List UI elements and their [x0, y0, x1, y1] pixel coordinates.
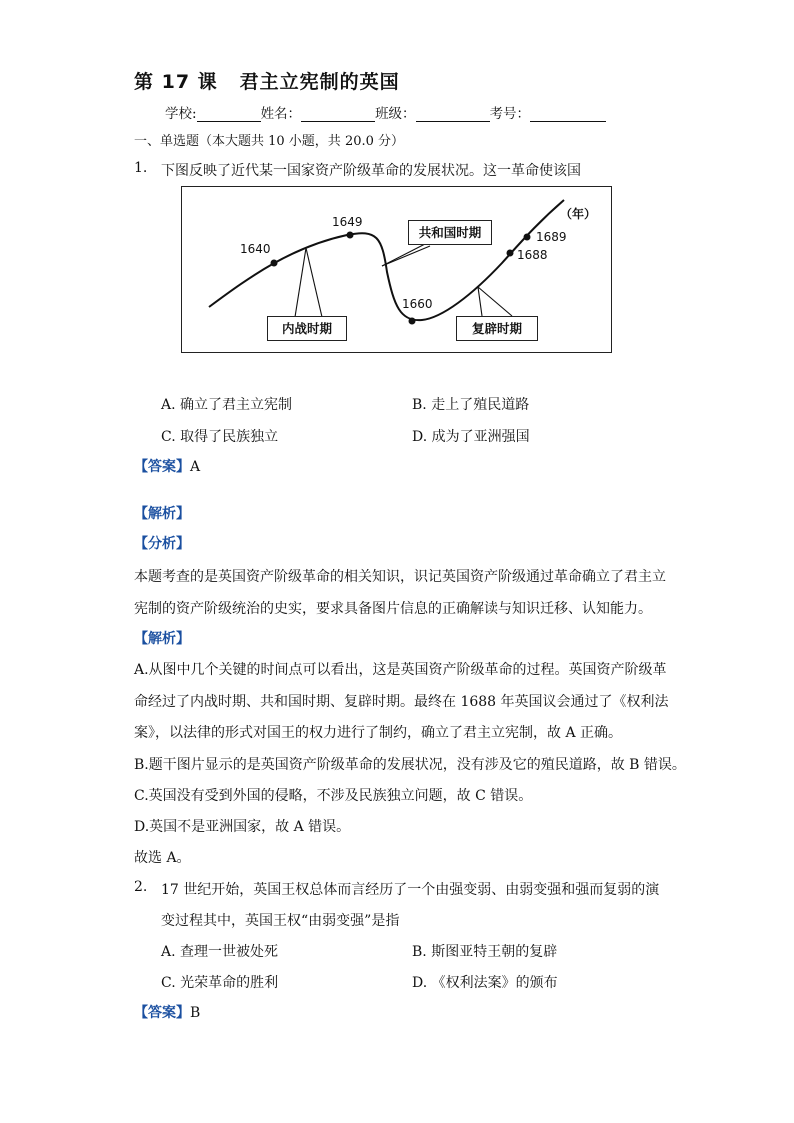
name-label: 姓名： [260, 106, 302, 122]
number-blank[interactable] [530, 107, 606, 122]
q1-analysis-tag: 【解析】 [134, 506, 190, 522]
q1-jiexi-line-5: C.英国没有受到外国的侵略，不涉及民族独立问题，故 C 错误。 [134, 788, 533, 804]
revolution-curve-svg [182, 187, 611, 352]
answer-tag: 【答案】 [134, 1005, 190, 1021]
q1-jiexi-line-3: 案》，以法律的形式对国王的权力进行了制约，确立了君主立宪制，故 A 正确。 [134, 725, 623, 741]
school-blank[interactable] [197, 107, 261, 122]
republic-leader-2 [382, 246, 430, 266]
lesson-name: 君主立宪制的英国 [239, 71, 400, 93]
q1-option-c[interactable]: C. 取得了民族独立 [161, 429, 279, 445]
year-unit-label: （年） [560, 207, 597, 221]
class-label: 班级： [375, 106, 416, 122]
q2-stem-line-2: 变过程其中，英国王权“由弱变强”是指 [161, 913, 400, 929]
q2-option-d[interactable]: D. 《权利法案》的颁布 [412, 975, 558, 991]
q1-conclusion: 故选 A。 [134, 850, 191, 866]
restoration-leader-1 [478, 287, 482, 316]
q1-jiexi-tag: 【解析】 [134, 631, 190, 647]
point-1640 [271, 260, 278, 267]
q2-stem-line-1: 17 世纪开始，英国王权总体而言经历了一个由强变弱、由弱变强和强而复弱的演 [161, 882, 660, 898]
q2-option-b[interactable]: B. 斯图亚特王朝的复辟 [412, 944, 558, 960]
q1-fenxi-tag: 【分析】 [134, 536, 190, 552]
q2-number: 2. [134, 879, 148, 895]
school-label: 学校: [165, 106, 197, 122]
development-curve [209, 200, 564, 320]
q2-option-c[interactable]: C. 光荣革命的胜利 [161, 975, 279, 991]
q1-fenxi-line-2: 宪制的资产阶级统治的史实，要求具备图片信息的正确解读与知识迁移、认知能力。 [134, 601, 652, 617]
q1-answer [134, 456, 200, 476]
civil-war-leader-2 [306, 248, 322, 317]
section-header: 一、单选题（本大题共 10 小题，共 20.0 分） [134, 134, 405, 149]
republic-period-box: 共和国时期 [408, 220, 492, 245]
point-1689 [524, 234, 531, 241]
lesson-number: 第 17 课 [134, 71, 218, 93]
q1-option-b[interactable]: B. 走上了殖民道路 [412, 397, 530, 413]
q1-jiexi-line-1: A.从图中几个关键的时间点可以看出，这是英国资产阶级革命的过程。英国资产阶级革 [134, 662, 667, 678]
q1-number: 1. [134, 160, 148, 176]
q1-option-d[interactable]: D. 成为了亚洲强国 [412, 429, 530, 445]
label-1689: 1689 [536, 230, 567, 244]
q1-jiexi-line-2: 命经过了内战时期、共和国时期、复辟时期。最终在 1688 年英国议会通过了《权利法 [134, 694, 669, 710]
answer-value: A [190, 459, 201, 475]
q1-fenxi-line-1: 本题考查的是英国资产阶级革命的相关知识，识记英国资产阶级通过革命确立了君主立 [134, 569, 666, 585]
q1-stem: 下图反映了近代某一国家资产阶级革命的发展状况。这一革命使该国 [161, 163, 581, 179]
answer-tag: 【答案】 [134, 459, 190, 475]
point-1688 [507, 250, 514, 257]
republic-leader-1 [382, 244, 425, 266]
q1-option-a[interactable]: A. 确立了君主立宪制 [161, 397, 293, 413]
number-label: 考号： [489, 106, 531, 122]
civil-war-period-box: 内战时期 [267, 316, 347, 341]
label-1640: 1640 [240, 242, 271, 256]
page-title [134, 67, 400, 94]
q2-option-a[interactable]: A. 查理一世被处死 [161, 944, 279, 960]
q1-jiexi-line-6: D.英国不是亚洲国家，故 A 错误。 [134, 819, 351, 835]
student-info-line [165, 102, 606, 122]
label-1688: 1688 [517, 248, 548, 262]
point-1649 [347, 232, 354, 239]
revolution-curve-figure [181, 186, 612, 353]
label-1660: 1660 [402, 297, 433, 311]
q2-answer [134, 1002, 200, 1022]
name-blank[interactable] [301, 107, 375, 122]
restoration-period-box: 复辟时期 [456, 316, 538, 341]
point-1660 [409, 318, 416, 325]
answer-value: B [190, 1005, 201, 1021]
class-blank[interactable] [416, 107, 490, 122]
q1-jiexi-line-4: B.题干图片显示的是英国资产阶级革命的发展状况，没有涉及它的殖民道路，故 B 错误。 [134, 757, 686, 773]
label-1649: 1649 [332, 215, 363, 229]
civil-war-leader-1 [295, 248, 306, 317]
restoration-leader-2 [478, 287, 512, 316]
